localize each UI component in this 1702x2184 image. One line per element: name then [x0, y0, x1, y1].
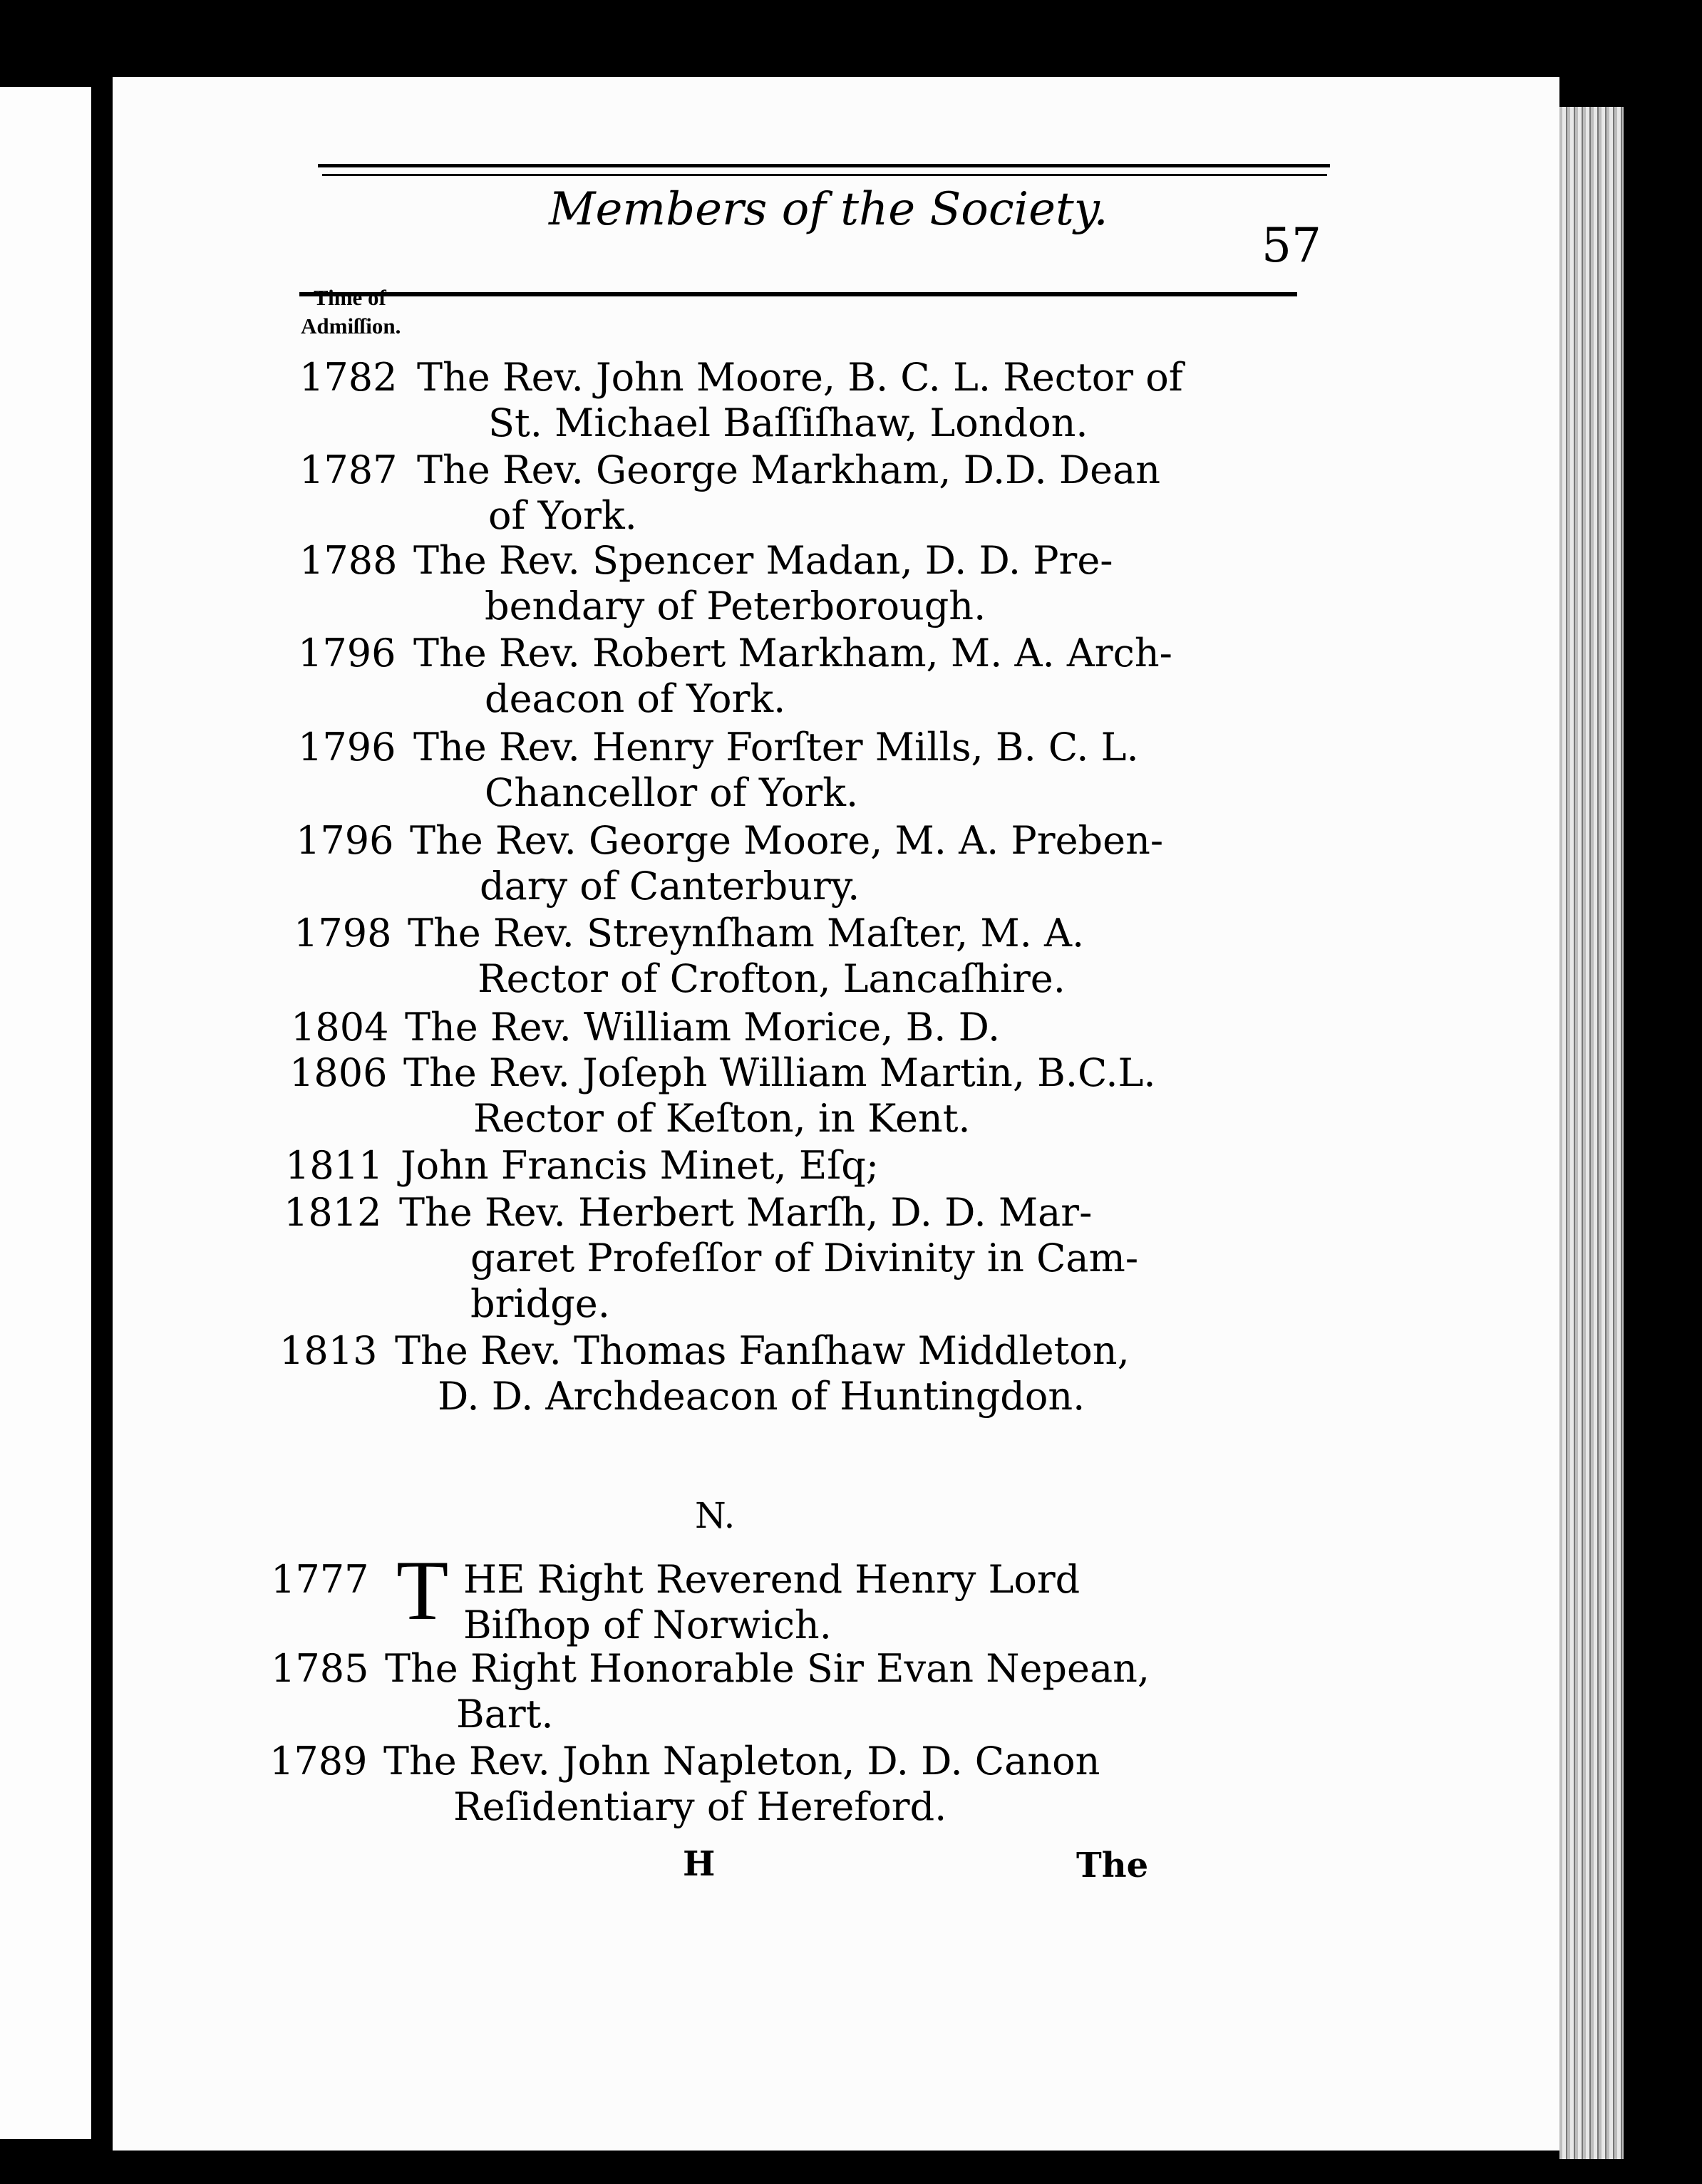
entry-line: The Rev. Herbert Marſh, D. D. Mar-	[399, 1190, 1093, 1235]
admission-year: 1812	[284, 1190, 382, 1235]
entry-line: Reſidentiary of Hereford.	[453, 1784, 947, 1829]
entry-line: bendary of Peterborough.	[485, 584, 986, 628]
entry-line: John Francis Minet, Eſq;	[401, 1143, 880, 1188]
admission-year: 1798	[294, 911, 392, 956]
entry-line: Rector of Keſton, in Kent.	[473, 1096, 971, 1141]
section-letter: N.	[695, 1495, 736, 1536]
entry-line: The Rev. Streynſham Maſter, M. A.	[408, 911, 1085, 956]
entry-line: Biſhop of Norwich.	[463, 1603, 832, 1647]
signature-mark: H	[683, 1844, 716, 1884]
entry-line: The Right Honorable Sir Evan Nepean,	[385, 1646, 1150, 1691]
page-edges	[1559, 107, 1624, 2159]
drop-cap: T	[396, 1543, 449, 1637]
entry-line: The Rev. Robert Markham, M. A. Arch-	[413, 631, 1172, 676]
entry-line: Chancellor of York.	[485, 770, 859, 815]
entry-line: The Rev. John Napleton, D. D. Canon	[383, 1739, 1100, 1784]
admission-year: 1811	[285, 1143, 383, 1188]
entry-line: The Rev. Joſeph William Martin, B.C.L.	[403, 1050, 1156, 1095]
entry-line: deacon of York.	[485, 676, 786, 721]
entry-line: The Rev. George Markham, D.D. Dean	[417, 447, 1161, 492]
header-rule-top-thin	[322, 174, 1327, 176]
left-page-edge	[0, 87, 91, 2139]
catchword: The	[1076, 1846, 1149, 1885]
admission-year: 1796	[298, 631, 396, 676]
entry-line: HE Right Reverend Henry Lord	[463, 1557, 1080, 1602]
page-number: 57	[1262, 218, 1321, 273]
header-rule-bottom	[299, 292, 1297, 296]
running-head: Members of the Society.	[549, 183, 1108, 236]
entry-line: bridge.	[470, 1281, 610, 1326]
entry-line: dary of Canterbury.	[480, 864, 860, 909]
entry-line: of York.	[488, 493, 637, 538]
admission-year: 1806	[289, 1050, 388, 1095]
entry-line: The Rev. John Moore, B. C. L. Rector of	[417, 355, 1183, 400]
entry-line: The Rev. George Moore, M. A. Preben-	[410, 818, 1164, 863]
entry-line: garet Profeſſor of Divinity in Cam-	[470, 1236, 1139, 1280]
admission-year: 1813	[279, 1328, 378, 1373]
admission-year: 1788	[299, 538, 398, 583]
entry-line: St. Michael Baſſiſhaw, London.	[488, 400, 1088, 445]
entry-line: The Rev. Spencer Madan, D. D. Pre-	[413, 538, 1113, 583]
admission-year: 1796	[296, 818, 394, 863]
admission-year: 1796	[298, 725, 396, 770]
admission-year: 1782	[299, 355, 398, 400]
column-heading-time-of: Time of	[314, 285, 386, 310]
column-heading-admission: Admiſſion.	[301, 314, 401, 338]
admission-year: 1777	[271, 1557, 369, 1602]
admission-year: 1789	[269, 1739, 368, 1784]
header-rule-top	[318, 164, 1330, 167]
entry-line: The Rev. William Morice, B. D.	[405, 1005, 1001, 1050]
admission-year: 1787	[299, 447, 398, 492]
admission-year: 1785	[271, 1646, 369, 1691]
entry-line: The Rev. Thomas Fanſhaw Middleton,	[395, 1328, 1130, 1373]
admission-year: 1804	[291, 1005, 389, 1050]
entry-line: D. D. Archdeacon of Huntingdon.	[438, 1374, 1085, 1419]
entry-line: The Rev. Henry Forſter Mills, B. C. L.	[413, 725, 1139, 770]
entry-line: Rector of Crofton, Lancaſhire.	[478, 956, 1066, 1001]
entry-line: Bart.	[456, 1692, 554, 1737]
